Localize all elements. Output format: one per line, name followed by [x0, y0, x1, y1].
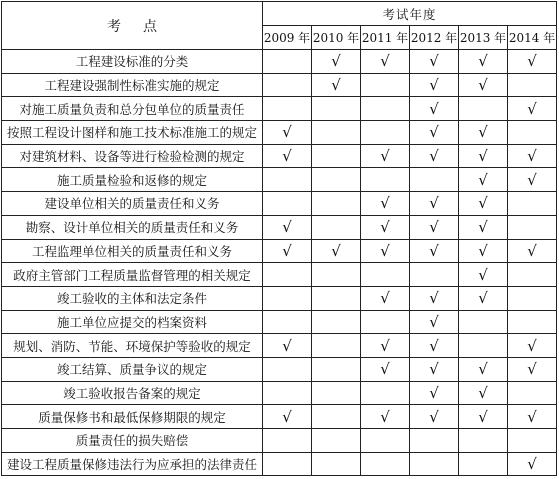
topic-cell: 竣工结算、质量争议的规定 — [2, 357, 263, 381]
empty-cell — [361, 263, 410, 287]
empty-cell — [263, 381, 312, 405]
empty-cell — [410, 429, 459, 453]
empty-cell — [410, 452, 459, 476]
empty-cell — [361, 168, 410, 192]
check-mark-cell: √ — [263, 144, 312, 168]
table-row — [2, 50, 557, 74]
empty-cell — [263, 286, 312, 310]
topic-cell: 质量责任的损失赔偿 — [2, 429, 263, 453]
empty-cell — [263, 168, 312, 192]
check-mark-cell: √ — [263, 239, 312, 263]
empty-cell — [263, 192, 312, 216]
empty-cell — [508, 381, 557, 405]
empty-cell — [312, 121, 361, 145]
table-row — [2, 192, 557, 216]
empty-cell — [312, 334, 361, 358]
empty-cell — [312, 192, 361, 216]
topic-cell: 建设工程质量保修违法行为应承担的法律责任 — [2, 452, 263, 476]
empty-cell — [508, 263, 557, 287]
check-mark-cell: √ — [508, 97, 557, 121]
table-row — [2, 73, 557, 97]
table-row — [2, 357, 557, 381]
check-mark-cell: √ — [508, 334, 557, 358]
topic-cell: 工程监理单位相关的质量责任和义务 — [2, 239, 263, 263]
empty-cell — [312, 381, 361, 405]
empty-cell — [263, 263, 312, 287]
check-mark-cell: √ — [263, 405, 312, 429]
empty-cell — [361, 73, 410, 97]
check-mark-cell: √ — [459, 405, 508, 429]
topic-cell: 勘察、设计单位相关的质量责任和义务 — [2, 215, 263, 239]
check-mark-cell: √ — [361, 286, 410, 310]
empty-cell — [312, 310, 361, 334]
year-column-header: 2012 年 — [410, 26, 459, 50]
check-mark-cell: √ — [508, 144, 557, 168]
exam-year-group-header: 考试年度 — [263, 2, 557, 26]
empty-cell — [312, 357, 361, 381]
check-mark-cell: √ — [410, 97, 459, 121]
check-mark-cell: √ — [459, 381, 508, 405]
empty-cell — [312, 405, 361, 429]
check-mark-cell: √ — [361, 192, 410, 216]
table-row — [2, 97, 557, 121]
check-mark-cell: √ — [410, 405, 459, 429]
check-mark-cell: √ — [361, 405, 410, 429]
year-column-header: 2013 年 — [459, 26, 508, 50]
check-mark-cell: √ — [361, 357, 410, 381]
check-mark-cell: √ — [410, 310, 459, 334]
empty-cell — [508, 121, 557, 145]
check-mark-cell: √ — [508, 50, 557, 74]
check-mark-cell: √ — [361, 50, 410, 74]
check-mark-cell: √ — [459, 73, 508, 97]
check-mark-cell: √ — [508, 357, 557, 381]
check-mark-cell: √ — [459, 192, 508, 216]
empty-cell — [508, 429, 557, 453]
year-column-header: 2009 年 — [263, 26, 312, 50]
table-row — [2, 168, 557, 192]
check-mark-cell: √ — [263, 215, 312, 239]
table-row — [2, 405, 557, 429]
topic-cell: 质量保修书和最低保修期限的规定 — [2, 405, 263, 429]
check-mark-cell: √ — [410, 50, 459, 74]
check-mark-cell: √ — [410, 286, 459, 310]
empty-cell — [263, 429, 312, 453]
empty-cell — [312, 168, 361, 192]
check-mark-cell: √ — [459, 50, 508, 74]
empty-cell — [312, 144, 361, 168]
topic-cell: 竣工验收的主体和法定条件 — [2, 286, 263, 310]
topic-column-header: 考点 — [2, 2, 263, 50]
table-row — [2, 215, 557, 239]
check-mark-cell: √ — [459, 121, 508, 145]
topic-cell: 规划、消防、节能、环境保护等验收的规定 — [2, 334, 263, 358]
check-mark-cell: √ — [410, 192, 459, 216]
table-row — [2, 144, 557, 168]
empty-cell — [312, 429, 361, 453]
topic-cell: 建设单位相关的质量责任和义务 — [2, 192, 263, 216]
check-mark-cell: √ — [508, 239, 557, 263]
topic-cell: 施工单位应提交的档案资料 — [2, 310, 263, 334]
check-mark-cell: √ — [459, 215, 508, 239]
empty-cell — [312, 97, 361, 121]
check-mark-cell: √ — [263, 334, 312, 358]
empty-cell — [410, 168, 459, 192]
table-row — [2, 286, 557, 310]
check-mark-cell: √ — [459, 239, 508, 263]
check-mark-cell: √ — [410, 215, 459, 239]
check-mark-cell: √ — [312, 50, 361, 74]
empty-cell — [263, 357, 312, 381]
check-mark-cell: √ — [410, 357, 459, 381]
empty-cell — [459, 310, 508, 334]
check-mark-cell: √ — [410, 334, 459, 358]
table-row — [2, 310, 557, 334]
empty-cell — [312, 452, 361, 476]
check-mark-cell: √ — [361, 144, 410, 168]
empty-cell — [508, 286, 557, 310]
empty-cell — [361, 452, 410, 476]
table-header — [2, 2, 557, 50]
empty-cell — [312, 286, 361, 310]
check-mark-cell: √ — [459, 144, 508, 168]
topic-cell: 竣工验收报告备案的规定 — [2, 381, 263, 405]
check-mark-cell: √ — [459, 263, 508, 287]
topic-cell: 工程建设标准的分类 — [2, 50, 263, 74]
check-mark-cell: √ — [459, 357, 508, 381]
check-mark-cell: √ — [263, 121, 312, 145]
empty-cell — [459, 429, 508, 453]
empty-cell — [361, 429, 410, 453]
topic-cell: 按照工程设计图样和施工技术标准施工的规定 — [2, 121, 263, 145]
check-mark-cell: √ — [361, 334, 410, 358]
check-mark-cell: √ — [312, 73, 361, 97]
topic-cell: 施工质量检验和返修的规定 — [2, 168, 263, 192]
table-row — [2, 381, 557, 405]
empty-cell — [263, 452, 312, 476]
year-column-header: 2014 年 — [508, 26, 557, 50]
table-row — [2, 239, 557, 263]
year-column-header: 2011 年 — [361, 26, 410, 50]
empty-cell — [361, 121, 410, 145]
table-body — [2, 50, 557, 476]
check-mark-cell: √ — [410, 239, 459, 263]
topic-cell: 对建筑材料、设备等进行检验检测的规定 — [2, 144, 263, 168]
empty-cell — [263, 97, 312, 121]
check-mark-cell: √ — [410, 121, 459, 145]
check-mark-cell: √ — [312, 239, 361, 263]
check-mark-cell: √ — [508, 405, 557, 429]
empty-cell — [361, 310, 410, 334]
empty-cell — [459, 334, 508, 358]
empty-cell — [312, 263, 361, 287]
check-mark-cell: √ — [361, 215, 410, 239]
topic-cell: 对施工质量负责和总分包单位的质量责任 — [2, 97, 263, 121]
table-row — [2, 263, 557, 287]
table-row — [2, 334, 557, 358]
empty-cell — [263, 310, 312, 334]
check-mark-cell: √ — [410, 381, 459, 405]
table-row — [2, 121, 557, 145]
empty-cell — [508, 215, 557, 239]
empty-cell — [508, 310, 557, 334]
check-mark-cell: √ — [410, 73, 459, 97]
check-mark-cell: √ — [508, 452, 557, 476]
empty-cell — [508, 73, 557, 97]
check-mark-cell: √ — [459, 168, 508, 192]
empty-cell — [508, 192, 557, 216]
empty-cell — [312, 215, 361, 239]
empty-cell — [459, 452, 508, 476]
table-row — [2, 452, 557, 476]
empty-cell — [263, 73, 312, 97]
year-column-header: 2010 年 — [312, 26, 361, 50]
empty-cell — [410, 263, 459, 287]
check-mark-cell: √ — [459, 286, 508, 310]
check-mark-cell: √ — [508, 168, 557, 192]
exam-topics-table — [1, 1, 557, 476]
topic-cell: 政府主管部门工程质量监督管理的相关规定 — [2, 263, 263, 287]
table-row — [2, 429, 557, 453]
empty-cell — [361, 97, 410, 121]
check-mark-cell: √ — [361, 239, 410, 263]
header-row-group — [2, 2, 557, 26]
empty-cell — [459, 97, 508, 121]
empty-cell — [263, 50, 312, 74]
empty-cell — [361, 381, 410, 405]
topic-cell: 工程建设强制性标准实施的规定 — [2, 73, 263, 97]
check-mark-cell: √ — [410, 144, 459, 168]
